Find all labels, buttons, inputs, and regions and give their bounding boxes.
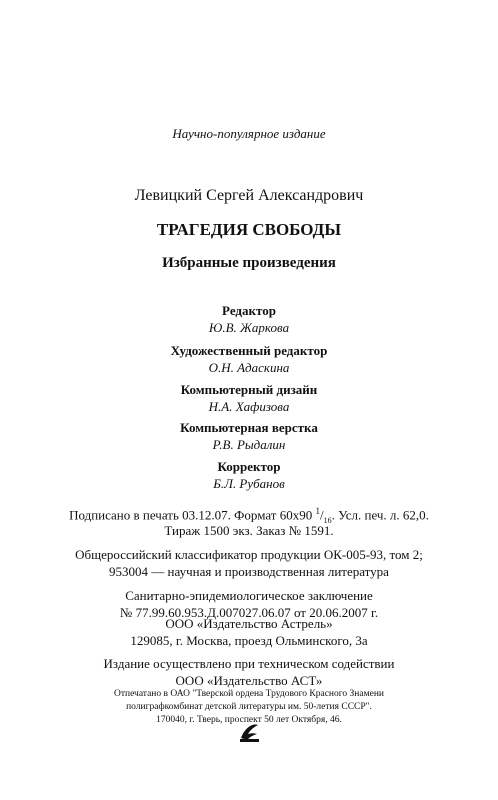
- format-denominator: 16: [323, 515, 332, 525]
- printer-line-1: Отпечатано в ОАО "Тверской ордена Трудового Красного Знамени: [113, 689, 384, 699]
- print-info-line-2: Тираж 1500 экз. Заказ № 1591.: [164, 523, 334, 538]
- publisher-name: ООО «Издательство Астрель»: [165, 616, 333, 631]
- print-info-text: Подписано в печать 03.12.07. Формат 60x90: [69, 507, 316, 523]
- credit-name-art-editor: О.Н. Адаскина: [208, 360, 290, 375]
- credit-name-editor: Ю.В. Жаркова: [208, 320, 290, 335]
- format-numerator: 1: [315, 506, 320, 516]
- credit-name-proofreader: Б.Л. Рубанов: [213, 476, 285, 491]
- printer-logo-icon: [237, 721, 261, 748]
- sanitary-line-1: Санитарно-эпидемиологическое заключение: [125, 588, 373, 603]
- printer-line-3: 170040, г. Тверь, проспект 50 лет Октября, 46.: [156, 715, 342, 725]
- credit-role-proofreader: Корректор: [217, 459, 281, 474]
- print-info-sheets: . Усл. печ. л. 62,0.: [331, 507, 429, 523]
- sanitary-line-2: № 77.99.60.953.Д.007027.06.07 от 20.06.2007 г.: [119, 605, 379, 620]
- book-subtitle: Избранные произведения: [162, 255, 336, 271]
- classifier-line-1: Общероссийский классификатор продукции ОК-005-93, том 2;: [75, 547, 423, 562]
- print-info-line-1: Подписано в печать 03.12.07. Формат 60x90 $^1/_{16}$. Усл. печ. л. 62,0.: [69, 506, 429, 525]
- credit-name-layout: Р.В. Рыдалин: [212, 437, 286, 452]
- credit-name-design: Н.А. Хафизова: [208, 399, 290, 414]
- edition-type: Научно-популярное издание: [172, 126, 326, 141]
- book-title: ТРАГЕДИЯ СВОБОДЫ: [156, 220, 342, 239]
- technical-line-2: ООО «Издательство АСТ»: [175, 673, 323, 688]
- credit-role-layout: Компьютерная верстка: [180, 420, 318, 435]
- publisher-address: 129085, г. Москва, проезд Ольминского, 3а: [130, 633, 368, 648]
- technical-line-1: Издание осуществлено при техническом содействии: [103, 656, 395, 671]
- credit-role-art-editor: Художественный редактор: [170, 343, 328, 358]
- credit-role-design: Компьютерный дизайн: [180, 382, 318, 397]
- printer-line-2: полиграфкомбинат детской литературы им. 50-летия СССР".: [126, 702, 372, 712]
- author-name: Левицкий Сергей Александрович: [134, 187, 364, 204]
- credit-role-editor: Редактор: [222, 303, 276, 318]
- classifier-line-2: 953004 — научная и производственная литература: [109, 564, 389, 579]
